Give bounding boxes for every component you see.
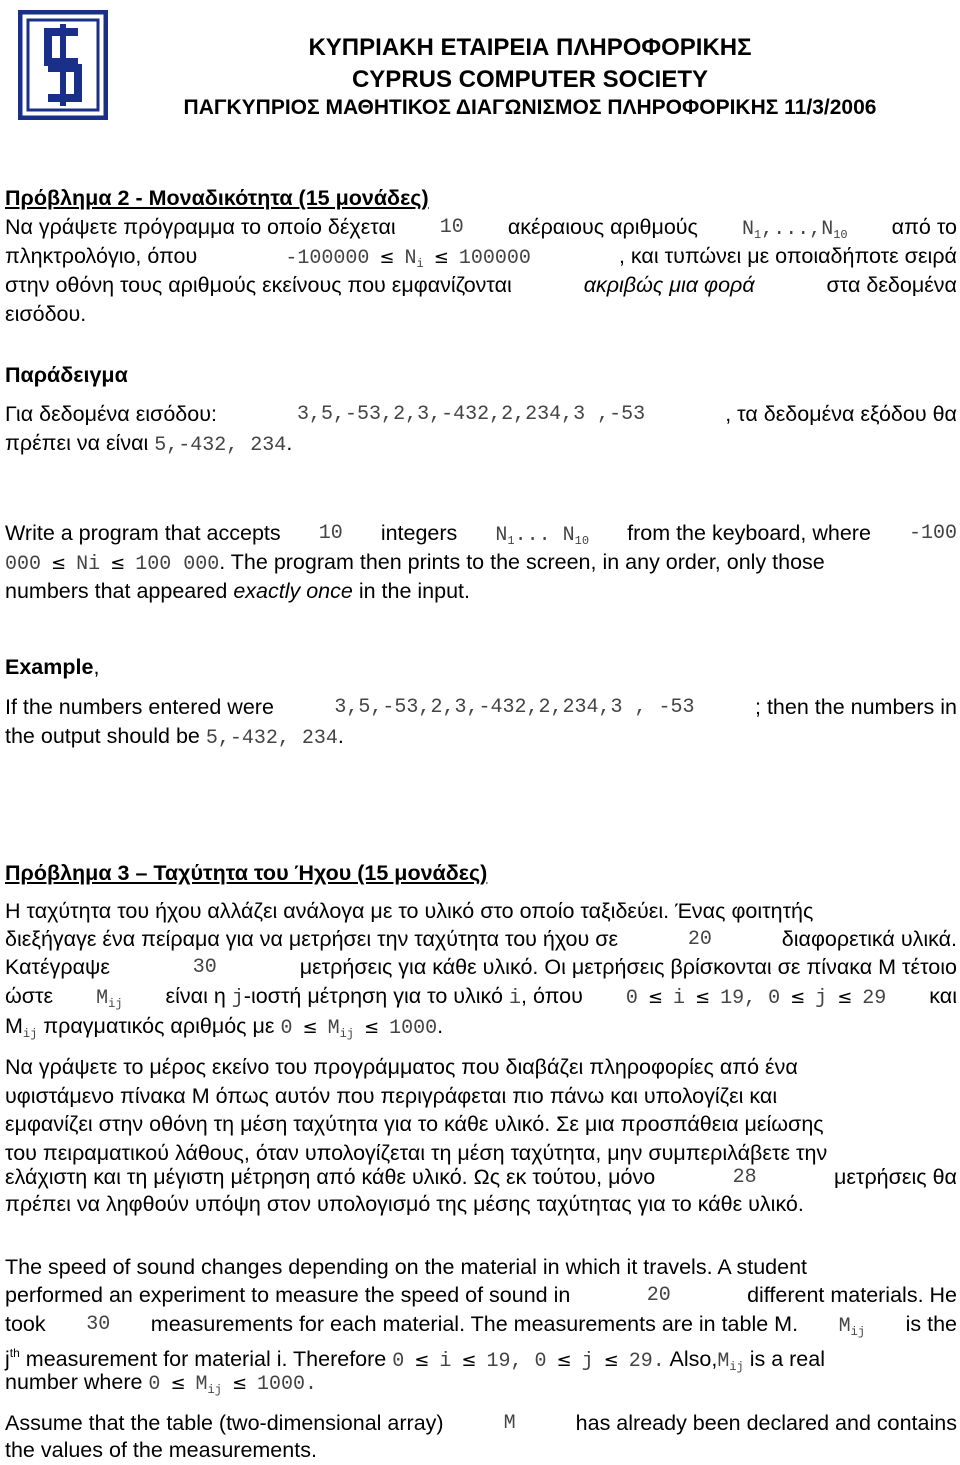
p2-en-line-3 [5, 577, 957, 606]
text: Also, [669, 1347, 718, 1371]
text: μετρήσεις θα [833, 1165, 957, 1189]
text: ακέραιους αριθμούς [507, 215, 698, 239]
p2-gr-example-line-1 [5, 400, 957, 429]
code: M [195, 1373, 208, 1396]
code: 100000 [458, 247, 531, 270]
code: M [838, 1315, 851, 1338]
p3-gr2-line-4: του πειραματικού λάθους, όταν υπολογίζεται τη μέση ταχύτητα, μην συμπεριλάβετε την [5, 1141, 828, 1165]
text: . [337, 724, 344, 748]
text: integers [380, 521, 458, 545]
text: . [437, 1014, 444, 1038]
code: j [231, 987, 244, 1010]
le-symbol: ≤ [170, 1373, 186, 1394]
text: είναι η [165, 984, 226, 1008]
code: 20 [687, 928, 712, 951]
p3-en1-line-5 [5, 1368, 957, 1405]
code: 3,5,-53,2,3,-432,2,234,3 , -53 [334, 696, 695, 719]
text: , [93, 655, 100, 679]
text: M [5, 1014, 23, 1038]
problem-3-title-text: Πρόβλημα 3 – Ταχύτητα του Ήχου (15 μονάδες) [5, 861, 488, 885]
code: i [672, 987, 685, 1010]
p3-en1-line-2 [5, 1281, 957, 1310]
heading: Example [5, 655, 94, 679]
subscript: ij [729, 1360, 744, 1374]
code: M [503, 1412, 516, 1435]
p2-en-example-line-1 [5, 693, 957, 722]
emphasis: ακριβώς μια φορά [583, 273, 755, 297]
code: i [508, 987, 521, 1010]
text: j [5, 1347, 10, 1371]
code: 100 000 [135, 553, 220, 576]
code: 1000 [389, 1017, 438, 1040]
ccs-logo [18, 10, 108, 120]
text: ελάχιστη και τη μέγιστη μέτρηση από κάθε υλικό. Ως εκ τούτου, μόνο [5, 1165, 656, 1189]
code: Ni [76, 553, 101, 576]
code: M [96, 987, 109, 1010]
code: 28 [732, 1166, 757, 1189]
text: πρέπει να είναι [5, 431, 149, 455]
text: took [5, 1312, 46, 1336]
code: 3,5,-53,2,3,-432,2,234,3 ,-53 [297, 403, 646, 426]
subscript: ij [108, 997, 123, 1011]
text: -ιοστή μέτρηση για το υλικό [243, 984, 503, 1008]
text: Για δεδομένα εισόδου: [5, 402, 217, 426]
code: 5,-432, 234 [154, 434, 287, 457]
le-symbol: ≤ [110, 553, 126, 574]
emphasis: exactly once [233, 579, 353, 603]
le-symbol: ≤ [837, 987, 853, 1008]
le-symbol: ≤ [364, 1017, 380, 1038]
text: is a real [749, 1347, 826, 1371]
code: M [717, 1350, 730, 1373]
code: 30 [86, 1313, 111, 1336]
text: και [929, 984, 957, 1008]
code: i [439, 1350, 452, 1373]
p3-gr2-line-1: Να γράψετε το μέρος εκείνο του προγράμματος που διαβάζει πληροφορίες από ένα [5, 1055, 798, 1079]
text: numbers that appeared [5, 579, 228, 603]
text: στην οθόνη τους αριθμούς εκείνους που εμφανίζονται [5, 273, 512, 297]
text: στα δεδομένα [826, 273, 957, 297]
le-symbol: ≤ [790, 987, 806, 1008]
p2-example-english-heading [5, 653, 957, 682]
p3-gr2-line-5 [5, 1163, 957, 1192]
text: πραγματικός αριθμός με [43, 1014, 275, 1038]
le-symbol: ≤ [556, 1350, 572, 1371]
le-symbol: ≤ [461, 1350, 477, 1371]
code: 0 [625, 987, 638, 1010]
text: in the input. [358, 579, 470, 603]
header-competition: ΠΑΓΚΥΠΡΙΟΣ ΜΑΘΗΤΙΚΟΣ ΔΙΑΓΩΝΙΣΜΟΣ ΠΛΗΡΟΦΟΡΙΚΗΣ 11/3/2006 [183, 96, 877, 119]
subscript: i [416, 257, 424, 271]
code: 29 [862, 987, 887, 1010]
le-symbol: ≤ [51, 553, 67, 574]
code: 0 [392, 1350, 405, 1373]
text: from the keyboard, where [627, 521, 871, 545]
le-symbol: ≤ [647, 987, 663, 1008]
code: 0 [280, 1017, 293, 1040]
problem-2-title [5, 184, 957, 213]
problem-2-title-text: Πρόβλημα 2 - Μοναδικότητα (15 μονάδες) [5, 186, 429, 210]
text: Write a program that accepts [5, 521, 281, 545]
subscript: ij [207, 1383, 222, 1397]
p3-gr1-line-2 [5, 925, 957, 954]
text: , όπου [521, 984, 583, 1008]
subscript: 10 [833, 228, 848, 242]
p3-gr1-line-5 [5, 1012, 957, 1049]
text: , και τυπώνει με οποιαδήποτε σειρά [618, 244, 957, 268]
code: 0 [148, 1373, 161, 1396]
text: από το [891, 215, 957, 239]
subscript: ij [339, 1027, 354, 1041]
code: j [581, 1350, 594, 1373]
header-org-greek: ΚΥΠΡΙΑΚΗ ΕΤΑΙΡΕΙΑ ΠΛΗΡΟΦΟΡΙΚΗΣ [308, 34, 752, 61]
text: μετρήσεις για κάθε υλικό. Οι μετρήσεις βρίσκονται σε πίνακα M τέτοιο [299, 955, 957, 979]
text: πληκτρολόγιο, όπου [5, 244, 198, 268]
text: Assume that the table (two-dimensional array) [5, 1411, 444, 1435]
code: N [404, 247, 417, 270]
code: 19, 0 [720, 987, 781, 1010]
p3-gr2-line-6: πρέπει να ληφθούν υπόψη στον υπολογισμό της μέσης ταχύτητας για το κάθε υλικό. [5, 1192, 804, 1216]
text: has already been declared and contains [575, 1411, 957, 1435]
subscript: 1 [753, 228, 762, 242]
problem-3-title [5, 859, 957, 888]
le-symbol: ≤ [694, 987, 711, 1008]
text: is the [905, 1312, 957, 1336]
text: measurement for material i. Therefore [25, 1347, 387, 1371]
text: the output should be [5, 724, 200, 748]
subscript: 1 [507, 534, 515, 548]
p3-en2-line-1 [5, 1409, 957, 1438]
code: M [327, 1017, 340, 1040]
subscript: ij [22, 1027, 38, 1041]
p3-en2-line-2: the values of the measurements. [5, 1438, 317, 1462]
text: ώστε [5, 984, 54, 1008]
le-symbol: ≤ [302, 1017, 318, 1038]
text: different materials. He [747, 1283, 957, 1307]
code: 10 [318, 522, 343, 545]
code: N [495, 524, 508, 547]
text: performed an experiment to measure the speed of sound in [5, 1283, 571, 1307]
code: 5,-432, 234 [205, 727, 338, 750]
code: 000 [5, 553, 42, 576]
p3-gr2-line-2: υφιστάμενο πίνακα M όπως αυτόν που περιγράφεται πιο πάνω και υπολογίζει και [5, 1084, 778, 1108]
text: measurements for each material. The measurements are in table M. [150, 1312, 799, 1336]
text: διαφορετικά υλικά. [781, 927, 957, 951]
subscript: ij [850, 1325, 866, 1339]
header-org-english: CYPRUS COMPUTER SOCIETY [351, 66, 709, 93]
text: . The program then prints to the screen, in any order, only those [219, 550, 825, 574]
heading: Παράδειγμα [5, 363, 128, 387]
p2-en-example-line-2 [5, 722, 957, 753]
code: 1000. [257, 1373, 318, 1396]
le-symbol: ≤ [231, 1373, 248, 1394]
p3-en1-line-1: The speed of sound changes depending on the material in which it travels. A student [5, 1255, 807, 1279]
p2-example-greek-heading [5, 361, 957, 390]
p2-gr-line-4: εισόδου. [5, 302, 87, 326]
p3-gr1-line-1: Η ταχύτητα του ήχου αλλάζει ανάλογα με το υλικό στο οποίο ταξιδεύει. Ένας φοιτητής [5, 899, 814, 923]
code: 20 [646, 1284, 671, 1307]
text: διεξήγαγε ένα πείραμα για να μετρήσει την ταχύτητα του ήχου σε [5, 927, 619, 951]
subscript: 10 [574, 534, 590, 548]
p2-gr-example-line-2 [5, 429, 957, 460]
p3-gr2-line-3: εμφανίζει στην οθόνη τη μέση ταχύτητα για το κάθε υλικό. Σε μια προσπάθεια μείωσης [5, 1112, 824, 1136]
text: , τα δεδομένα εξόδου θα [725, 402, 957, 426]
le-symbol: ≤ [433, 247, 449, 268]
text: ; then the numbers in [755, 695, 957, 719]
code: 19, 0 [486, 1350, 547, 1373]
text: Να γράψετε πρόγραμμα το οποίο δέχεται [5, 215, 396, 239]
code: -100 [908, 522, 957, 545]
le-symbol: ≤ [414, 1350, 430, 1371]
code: ,...,N [761, 218, 834, 241]
p2-gr-line-3 [5, 271, 957, 300]
text: Κατέγραψε [5, 955, 110, 979]
code: N [741, 218, 754, 241]
p2-en-line-2 [5, 548, 957, 579]
superscript: th [9, 1346, 20, 1360]
code: 29. [628, 1350, 665, 1373]
p3-gr1-line-3 [5, 953, 957, 982]
text: If the numbers entered were [5, 695, 274, 719]
code: ... N [514, 524, 575, 547]
code: j [815, 987, 828, 1010]
le-symbol: ≤ [379, 247, 395, 268]
text: . [286, 431, 293, 455]
code: -100000 [285, 247, 370, 270]
code: 30 [192, 956, 217, 979]
code: 10 [439, 216, 464, 239]
text: number where [5, 1370, 143, 1394]
le-symbol: ≤ [603, 1350, 619, 1371]
